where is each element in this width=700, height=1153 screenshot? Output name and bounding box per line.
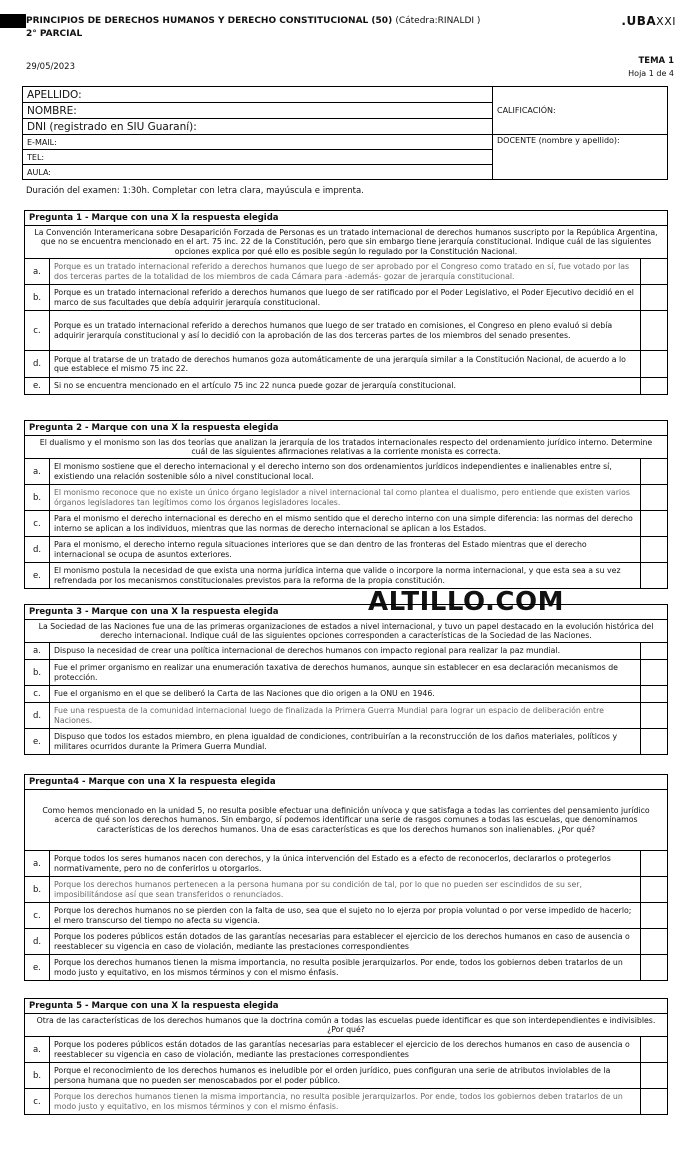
option-row[interactable]: a. El monismo sostiene que el derecho internacional y el derecho interno son dos ordenamientos jurídicos independientes e inalienables entre sí, existiendo una relación sostenible sólo a nivel constitucional local. bbox=[25, 459, 667, 485]
docente-field[interactable]: DOCENTE (nombre y apellido): bbox=[493, 135, 668, 180]
option-row[interactable]: e. El monismo postula la necesidad de que exista una norma jurídica interna que valide o incorpore la norma internacional, y que esta sea a su vez refrendada por los mecanismos constitucionales previstos para la reforma de la propia constitución. bbox=[25, 563, 667, 588]
exam-instructions: Duración del examen: 1:30h. Completar con letra clara, mayúscula e imprenta. bbox=[26, 186, 364, 196]
option-row[interactable]: b. Porque los derechos humanos pertenecen a la persona humana por su condición de tal, por lo que no pueden ser escindidos de su ser, imposibilitándose así que sean transferidos o renunciados. bbox=[25, 877, 667, 903]
question-title: Pregunta 1 - Marque con una X la respuesta elegida bbox=[25, 211, 667, 226]
nombre-field[interactable]: NOMBRE: bbox=[23, 103, 493, 119]
option-row[interactable]: a. Dispuso la necesidad de crear una política internacional de derechos humanos con impacto regional para realizar la paz mundial. bbox=[25, 643, 667, 660]
question-title: Pregunta4 - Marque con una X la respuesta elegida bbox=[25, 775, 667, 790]
answer-box[interactable] bbox=[641, 563, 667, 588]
answer-box[interactable] bbox=[641, 311, 667, 350]
answer-box[interactable] bbox=[641, 1037, 667, 1062]
answer-box[interactable] bbox=[641, 903, 667, 928]
answer-box[interactable] bbox=[641, 285, 667, 310]
option-row[interactable]: a. Porque es un tratado internacional referido a derechos humanos que luego de ser aprobado por el Congreso como tratado en sí, fue votado por las dos terceras partes de la totalidad de los miembros de cada Cámara para -además- gozar de jerarquía constitucional. bbox=[25, 259, 667, 285]
option-row[interactable]: a. Porque los poderes públicos están dotados de las garantías necesarias para establecer el ejercicio de los derechos humanos en caso de ausencia o reestablecer su vigencia en caso de violación, mediante las prestaciones correspondientes bbox=[25, 1037, 667, 1063]
exam-date: 29/05/2023 bbox=[26, 62, 75, 72]
page-count: Hoja 1 de 4 bbox=[628, 69, 674, 78]
question-4 bbox=[24, 774, 668, 981]
question-2 bbox=[24, 420, 668, 589]
uba-xxi-logo: .UBAXXI bbox=[621, 14, 676, 28]
altillo-watermark: ALTILLO.COM bbox=[368, 587, 564, 617]
exam-parcial: 2° PARCIAL bbox=[26, 29, 83, 39]
apellido-field[interactable]: APELLIDO: bbox=[23, 87, 493, 103]
question-stem: La Convención Interamericana sobre Desaparición Forzada de Personas es un tratado internacional de derechos humanos suscripto por la República Argentina, que no se encuentra mencionado en el art. 75 inc. 22 de la Constitución, pero que sin embargo tiene jerarquía constitucional. Indique cuál de las siguientes opciones explica por qué ello es posible según lo regulado por la Constitución Nacional. bbox=[25, 226, 667, 259]
answer-box[interactable] bbox=[641, 703, 667, 728]
answer-box[interactable] bbox=[641, 686, 667, 702]
option-row[interactable]: d. Para el monismo, el derecho interno regula situaciones interiores que se dan dentro de las fronteras del Estado mientras que el derecho internacional se ocupa de asuntos exteriores. bbox=[25, 537, 667, 563]
answer-box[interactable] bbox=[641, 459, 667, 484]
redaction-bar bbox=[0, 14, 26, 28]
answer-box[interactable] bbox=[641, 1063, 667, 1088]
option-row[interactable]: e. Si no se encuentra mencionado en el artículo 75 inc 22 nunca puede gozar de jerarquía constitucional. bbox=[25, 378, 667, 394]
student-info-table bbox=[22, 86, 668, 180]
email-field[interactable]: E-MAIL: bbox=[23, 135, 493, 150]
answer-box[interactable] bbox=[641, 729, 667, 754]
question-5 bbox=[24, 998, 668, 1115]
option-row[interactable]: c. Fue el organismo en el que se deliberó la Carta de las Naciones que dio origen a la ONU en 1946. bbox=[25, 686, 667, 703]
dni-field[interactable]: DNI (registrado en SIU Guaraní): bbox=[23, 119, 493, 135]
question-3 bbox=[24, 604, 668, 755]
question-1 bbox=[24, 210, 668, 395]
question-stem: Como hemos mencionado en la unidad 5, no resulta posible efectuar una definición unívoca y que satisfaga a todas las corrientes del pensamiento jurídico acerca de qué son los derechos humanos. Sin embargo, sí podemos identificar una serie de rasgos comunes a todas las escuelas, que denominamos características de los derechos humanos. Una de esas características es que los derechos humanos son inalienables. ¿Por qué? bbox=[25, 790, 667, 851]
answer-box[interactable] bbox=[641, 955, 667, 980]
question-stem: Otra de las características de los derechos humanos que la doctrina común a todas las escuelas puede identificar es que son interdependientes e indivisibles. ¿Por qué? bbox=[25, 1014, 667, 1037]
option-row[interactable]: b. Porque es un tratado internacional referido a derechos humanos que luego de ser ratificado por el Poder Legislativo, el Poder Ejecutivo decidió en el marco de sus facultades que debía adquirir jerarquía constitucional. bbox=[25, 285, 667, 311]
exam-title: PRINCIPIOS DE DERECHOS HUMANOS Y DERECHO CONSTITUCIONAL (50) (Cátedra:RINALDI ) bbox=[26, 16, 481, 26]
option-row[interactable]: b. Porque el reconocimiento de los derechos humanos es ineludible por el orden jurídico, pues configuran una serie de atributos inviolables de la persona humana que no pueden ser menoscabados por el poder público. bbox=[25, 1063, 667, 1089]
option-row[interactable]: a. Porque todos los seres humanos nacen con derechos, y la única intervención del Estado es a efecto de reconocerlos, declararlos o protegerlos normativamente, pero no de conferirlos u otorgarlos. bbox=[25, 851, 667, 877]
tel-field[interactable]: TEL: bbox=[23, 150, 493, 165]
option-row[interactable]: c. Porque los derechos humanos no se pierden con la falta de uso, sea que el sujeto no lo ejerza por propia voluntad o por verse impedido de hacerlo; el mero transcurso del tiempo no afecta su vigencia. bbox=[25, 903, 667, 929]
option-row[interactable]: c. Para el monismo el derecho internacional es derecho en el mismo sentido que el derecho interno con una simple diferencia: las normas del derecho interno se aplican a los individuos, mientras que las normas de derecho internacional se aplican a los Estados. bbox=[25, 511, 667, 537]
option-row[interactable]: b. El monismo reconoce que no existe un único órgano legislador a nivel internacional tal como plantea el dualismo, pero entiende que existen varios órganos legisladores tan legítimos como los órganos legisladores locales. bbox=[25, 485, 667, 511]
question-stem: El dualismo y el monismo son las dos teorías que analizan la jerarquía de los tratados internacionales respecto del ordenamiento jurídico interno. Determine cuál de las siguientes afirmaciones relativas a la corriente monista es correcta. bbox=[25, 436, 667, 459]
option-row[interactable]: b. Fue el primer organismo en realizar una enumeración taxativa de derechos humanos, aunque sin establecer en esa declaración mecanismos de protección. bbox=[25, 660, 667, 686]
calificacion-field[interactable]: CALIFICACIÓN: bbox=[493, 87, 668, 135]
question-title: Pregunta 3 - Marque con una X la respuesta elegida bbox=[25, 605, 667, 620]
option-row[interactable]: d. Porque al tratarse de un tratado de derechos humanos goza automáticamente de una jerarquía similar a la Constitución Nacional, de acuerdo a lo que establece el mismo 75 inc 22. bbox=[25, 351, 667, 378]
answer-box[interactable] bbox=[641, 378, 667, 394]
question-stem: La Sociedad de las Naciones fue una de las primeras organizaciones de estados a nivel internacional, y tuvo un papel destacado en la evolución histórica del derecho internacional. Indique cuál de las siguientes opciones corresponden a características de la Sociedad de las Naciones. bbox=[25, 620, 667, 643]
answer-box[interactable] bbox=[641, 511, 667, 536]
answer-box[interactable] bbox=[641, 877, 667, 902]
answer-box[interactable] bbox=[641, 660, 667, 685]
answer-box[interactable] bbox=[641, 1089, 667, 1114]
option-row[interactable]: d. Fue una respuesta de la comunidad internacional luego de finalizada la Primera Guerra Mundial para lograr un espacio de deliberación entre Naciones. bbox=[25, 703, 667, 729]
answer-box[interactable] bbox=[641, 351, 667, 377]
answer-box[interactable] bbox=[641, 485, 667, 510]
option-row[interactable]: c. Porque es un tratado internacional referido a derechos humanos que luego de ser tratado en comisiones, el Congreso en pleno evaluó si debía adquirir jerarquía constitucional y así lo decidió con la aprobación de las dos terceras partes de los miembros del senado presentes. bbox=[25, 311, 667, 351]
aula-field[interactable]: AULA: bbox=[23, 165, 493, 180]
answer-box[interactable] bbox=[641, 643, 667, 659]
option-row[interactable]: d. Porque los poderes públicos están dotados de las garantías necesarias para establecer el ejercicio de los derechos humanos en caso de ausencia o reestablecer su vigencia en caso de violación, mediante las prestaciones correspondientes bbox=[25, 929, 667, 955]
answer-box[interactable] bbox=[641, 537, 667, 562]
option-row[interactable]: e. Porque los derechos humanos tienen la misma importancia, no resulta posible jerarquizarlos. Por ende, todos los gobiernos deben tratarlos de un modo justo y equitativo, en los mismos términos y con el mismo énfasis. bbox=[25, 955, 667, 980]
answer-box[interactable] bbox=[641, 851, 667, 876]
option-row[interactable]: e. Dispuso que todos los estados miembro, en plena igualdad de condiciones, contribuirían a la reconstrucción de los daños materiales, políticos y militares ocurridos durante la Primera Guerra Mundial. bbox=[25, 729, 667, 754]
option-row[interactable]: c. Porque los derechos humanos tienen la misma importancia, no resulta posible jerarquizarlos. Por ende, todos los gobiernos deben tratarlos de un modo justo y equitativo, en los mismos términos y con el mismo énfasis. bbox=[25, 1089, 667, 1114]
answer-box[interactable] bbox=[641, 929, 667, 954]
question-title: Pregunta 5 - Marque con una X la respuesta elegida bbox=[25, 999, 667, 1014]
question-title: Pregunta 2 - Marque con una X la respuesta elegida bbox=[25, 421, 667, 436]
answer-box[interactable] bbox=[641, 259, 667, 284]
tema-label: TEMA 1 bbox=[638, 56, 674, 66]
